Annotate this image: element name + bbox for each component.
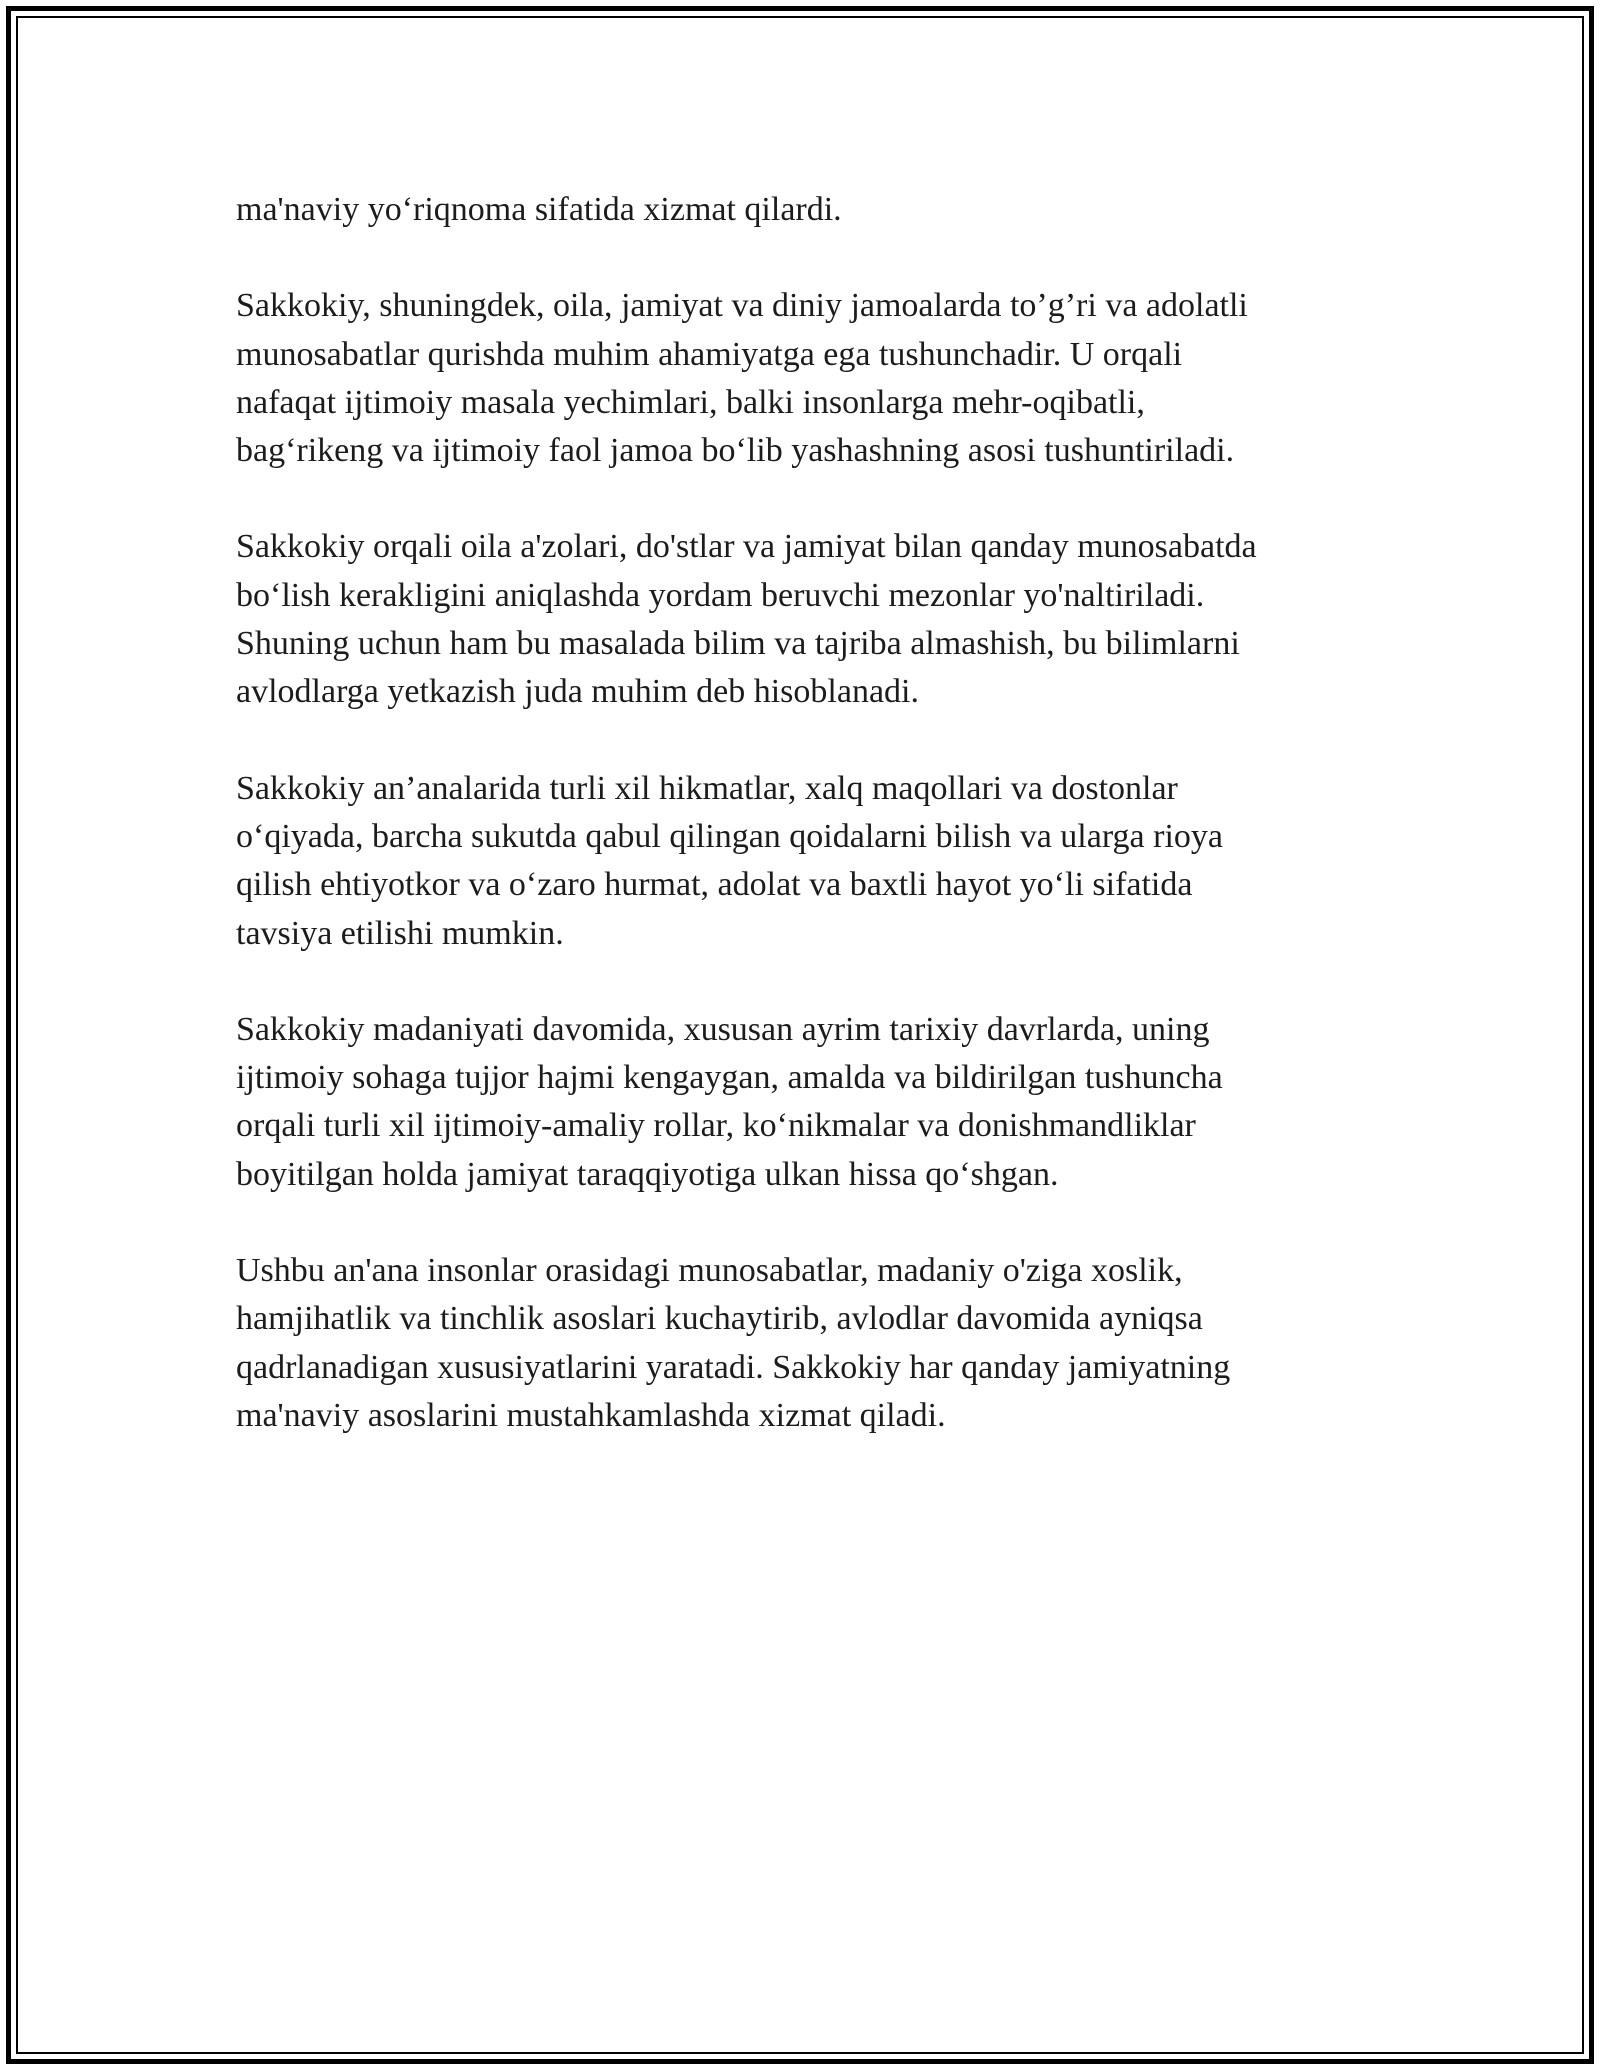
text-line: hamjihatlik va tinchlik asoslari kuchaytirib, avlodlar davomida ayniqsa bbox=[236, 1300, 1203, 1338]
paragraph bbox=[236, 282, 1356, 475]
text-line: Ushbu an'ana insonlar orasidagi munosabatlar, madaniy o'ziga xoslik, bbox=[236, 1252, 1183, 1290]
text-line: Shuning uchun ham bu masalada bilim va tajriba almashish, bu bilimlarni bbox=[236, 625, 1240, 663]
text-line: Sakkokiy an’analarida turli xil hikmatlar, xalq maqollari va dostonlar bbox=[236, 769, 1178, 807]
text-line: o‘qiyada, barcha sukutda qabul qilingan qoidalarni bilish va ularga rioya bbox=[236, 817, 1223, 855]
document-body bbox=[236, 186, 1356, 1488]
text-line: ma'naviy asoslarini mustahkamlashda xizmat qiladi. bbox=[236, 1396, 946, 1434]
text-line: munosabatlar qurishda muhim ahamiyatga ega tushunchadir. U orqali bbox=[236, 335, 1183, 373]
paragraph bbox=[236, 1006, 1356, 1199]
text-line: bag‘rikeng va ijtimoiy faol jamoa bo‘lib yashashning asosi tushuntiriladi. bbox=[236, 432, 1235, 470]
text-line: Sakkokiy madaniyati davomida, xususan ayrim tarixiy davrlarda, uning bbox=[236, 1010, 1210, 1048]
text-line: qilish ehtiyotkor va o‘zaro hurmat, adolat va baxtli hayot yo‘li sifatida bbox=[236, 866, 1193, 904]
text-line: bo‘lish kerakligini aniqlashda yordam beruvchi mezonlar yo'naltiriladi. bbox=[236, 576, 1205, 614]
text-line: qadrlanadigan xususiyatlarini yaratadi. Sakkokiy har qanday jamiyatning bbox=[236, 1348, 1231, 1386]
text-line: orqali turli xil ijtimoiy-amaliy rollar, ko‘nikmalar va donishmandliklar bbox=[236, 1107, 1196, 1145]
text-line: nafaqat ijtimoiy masala yechimlari, balki insonlarga mehr-oqibatli, bbox=[236, 383, 1145, 421]
text-line: ma'naviy yo‘riqnoma sifatida xizmat qilardi. bbox=[236, 191, 842, 228]
paragraph bbox=[236, 523, 1356, 716]
text-line: tavsiya etilishi mumkin. bbox=[236, 914, 564, 952]
text-line: ijtimoiy sohaga tujjor hajmi kengaygan, amalda va bildirilgan tushuncha bbox=[236, 1059, 1223, 1097]
paragraph bbox=[236, 765, 1356, 958]
text-line: boyitilgan holda jamiyat taraqqiyotiga ulkan hissa qo‘shgan. bbox=[236, 1155, 1059, 1193]
text-line: avlodlarga yetkazish juda muhim deb hisoblanadi. bbox=[236, 673, 919, 711]
paragraph bbox=[236, 186, 1356, 234]
text-line: Sakkokiy, shuningdek, oila, jamiyat va diniy jamoalarda to’g’ri va adolatli bbox=[236, 287, 1248, 325]
text-line: Sakkokiy orqali oila a'zolari, do'stlar va jamiyat bilan qanday munosabatda bbox=[236, 528, 1257, 566]
paragraph bbox=[236, 1247, 1356, 1440]
